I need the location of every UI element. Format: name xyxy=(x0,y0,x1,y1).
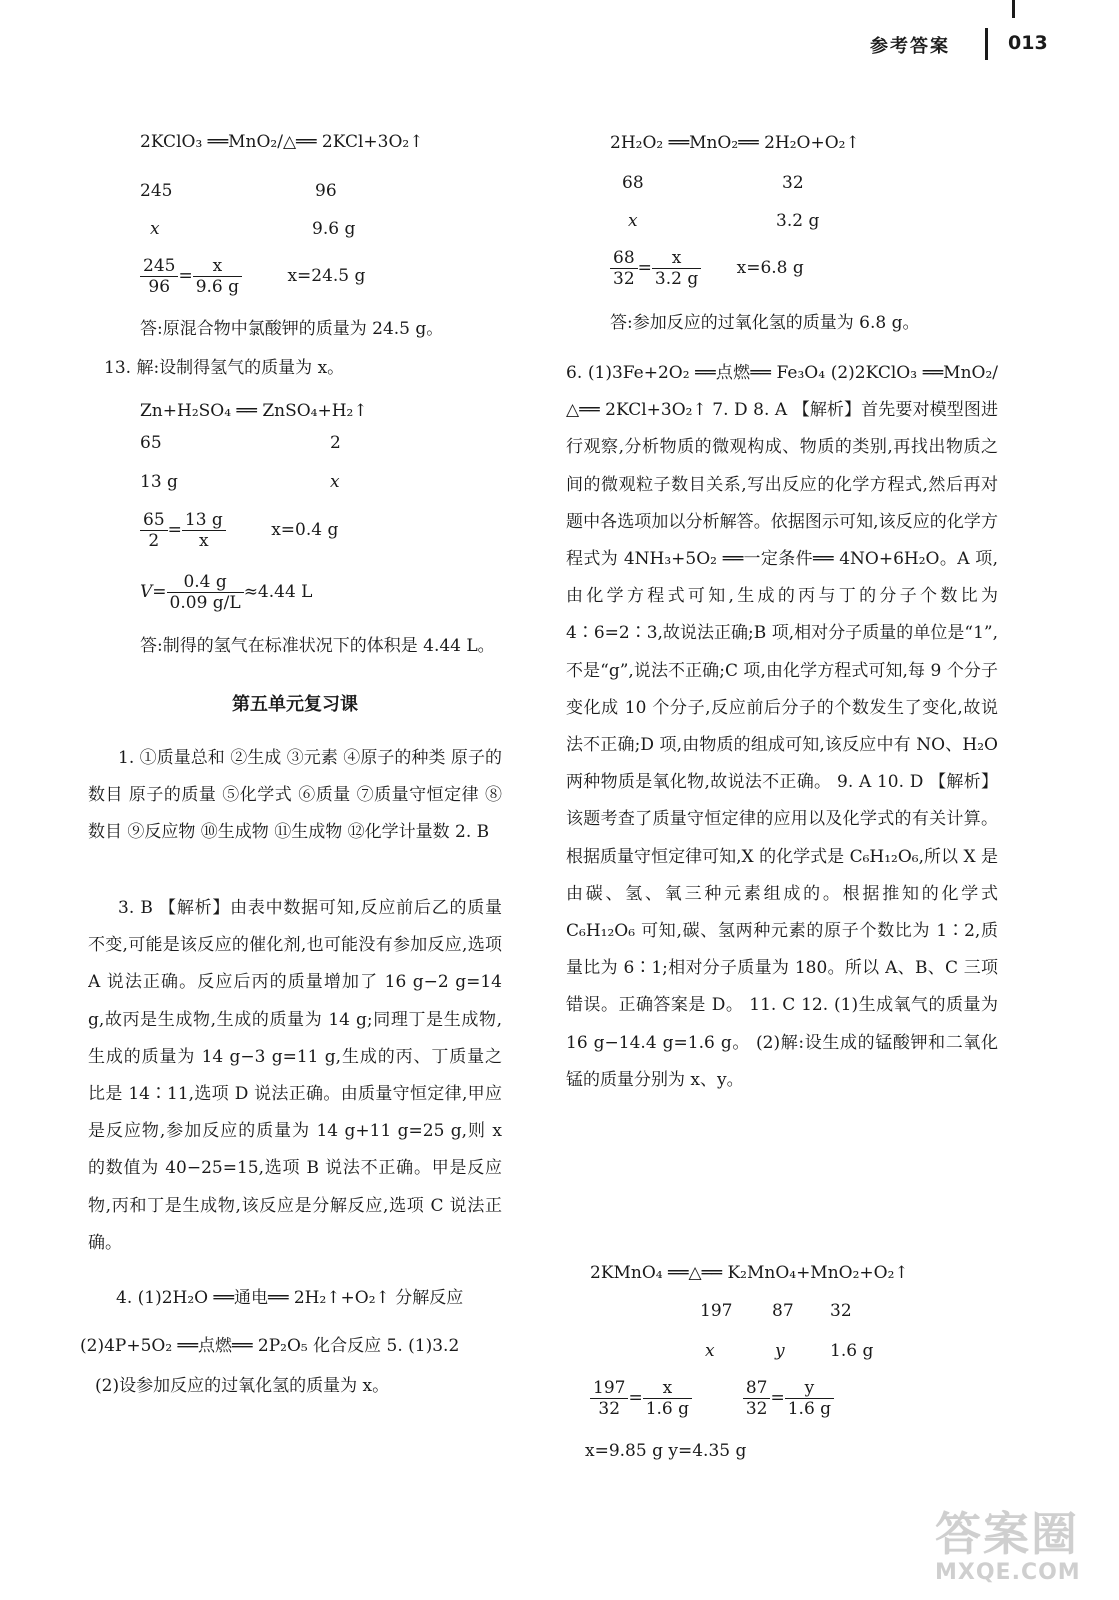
eq3-unknown-row: x 3.2 g xyxy=(628,211,820,231)
eq4-result: x=9.85 g y=4.35 g xyxy=(585,1441,747,1461)
eq4-unknown-row: x y 1.6 g xyxy=(705,1341,874,1361)
equation-kmno4: 2KMnO₄ ══△══ K₂MnO₄+MnO₂+O₂↑ xyxy=(590,1263,909,1283)
eq3-ratio-row: 68 32 xyxy=(622,173,804,193)
eq1-value: 96 xyxy=(315,181,337,201)
answer-q4-2-q5: (2)4P+5O₂ ══点燃══ 2P₂O₅ 化合反应 5. (1)3.2 xyxy=(80,1336,460,1356)
page-number: 013 xyxy=(1008,32,1048,54)
eq2-proportion: $\frac{65}{2}$ = $\frac{13 g}{x}$ x=0.4 g xyxy=(140,510,338,551)
header-divider xyxy=(985,28,988,60)
eq3-proportion: $\frac{68}{32}$ = $\frac{x}{3.2 g}$ x=6.8 g xyxy=(610,248,804,289)
eq2-unknown-row: 13 g x xyxy=(140,472,340,492)
equation-zn: Zn+H₂SO₄ ══ ZnSO₄+H₂↑ xyxy=(140,401,368,421)
eq2-ratio-row: 65 2 xyxy=(140,433,341,453)
question-13: 13. 解:设制得氢气的质量为 x。 xyxy=(104,358,345,378)
watermark-logo: 答案圈 xyxy=(935,1507,1079,1561)
eq1-known: 9.6 g xyxy=(312,219,356,239)
eq1-proportion: $\frac{245}{96}$ = $\frac{x}{9.6 g}$ x=24.5 g xyxy=(140,256,365,297)
eq1-value: 245 xyxy=(140,181,173,201)
answer-2: 答:制得的氢气在标准状况下的体积是 4.44 L。 xyxy=(140,636,495,656)
eq4-proportion: $\frac{197}{32}$ = $\frac{x}{1.6 g}$ $\frac{87}{32}$ = $\frac{y}{1.6 g}$ xyxy=(590,1378,834,1419)
header-title: 参考答案 xyxy=(870,36,950,57)
paragraph-q1-q2: 1. ①质量总和 ②生成 ③元素 ④原子的种类 原子的数目 原子的质量 ⑤化学式 ⑥质量 ⑦质量守恒定律 ⑧数目 ⑨反应物 ⑩生成物 ⑪生成物 ⑫化学计量数 2. B xyxy=(88,748,502,843)
eq1-unknown-row xyxy=(150,218,356,240)
header-tick xyxy=(1012,0,1015,18)
eq1-ratio-row xyxy=(140,180,337,202)
paragraph-q3: 3. B 【解析】由表中数据可知,反应前后乙的质量不变,可能是该反应的催化剂,也可能没有参加反应,选项 A 说法正确。反应后丙的质量增加了 16 g−2 g=14 g,故丙是生成物,生成的质量为 14 g;同理丁是生成物,生成的质量为 14 g−3 g=11 g,生成的丙、丁质量之比是 14∶11,选项 D 说法正确。由质量守恒定律,甲应是反应物,参加反应的质量为 14 g+11 g=25 g,则 x 的数值为 40−25=15,选项 B 说法不正确。甲是反应物,丙和丁是生成物,该反应是分解反应,选项 C 说法正确。 xyxy=(88,898,502,1253)
answer-q4-1: 4. (1)2H₂O ══通电══ 2H₂↑+O₂↑ 分解反应 xyxy=(116,1288,464,1308)
equation-kclo3: 2KClO₃ ══MnO₂/△══ 2KCl+3O₂↑ xyxy=(140,132,424,152)
eq4-ratio-row: 197 87 32 xyxy=(700,1301,852,1321)
equation-h2o2: 2H₂O₂ ══MnO₂══ 2H₂O+O₂↑ xyxy=(610,133,860,153)
answer-1: 答:原混合物中氯酸钾的质量为 24.5 g。 xyxy=(140,319,444,339)
answer-3: 答:参加反应的过氧化氢的质量为 6.8 g。 xyxy=(610,313,920,333)
volume-calc: V= $\frac{0.4 g}{0.09 g/L}$ ≈4.44 L xyxy=(140,572,313,613)
eq1-unknown: x xyxy=(150,219,160,239)
paragraph-q6-q12: 6. (1)3Fe+2O₂ ══点燃══ Fe₃O₄ (2)2KClO₃ ══MnO₂/△══ 2KCl+3O₂↑ 7. D 8. A 【解析】首先要对模型图进行观察,分析物质的微观构成、物质的类别,再找出物质之间的微观粒子数目关系,写出反应的化学方程式,然后再对题中各选项加以分析解答。依据图示可知,该反应的化学方程式为 4NH₃+5O₂ ══一定条件══ 4NO+6H₂O。A 项,由化学方程式可知,生成的丙与丁的分子个数比为 4∶6=2∶3,故说法正确;B 项,相对分子质量的单位是“1”,不是“g”,说法不正确;C 项,由化学方程式可知,每 9 个分子变化成 10 个分子,反应前后分子的个数发生了变化,故说法不正确;D 项,由物质的组成可知,该反应中有 NO、H₂O 两种物质是氧化物,故说法不正确。 9. A 10. D 【解析】该题考查了质量守恒定律的应用以及化学式的有关计算。根据质量守恒定律可知,X 的化学式是 C₆H₁₂O₆,所以 X 是由碳、氢、氧三种元素组成的。根据推知的化学式 C₆H₁₂O₆ 可知,碳、氢两种元素的原子个数比为 1∶2,质量比为 6∶1;相对分子质量为 180。所以 A、B、C 三项错误。正确答案是 D。 11. C 12. (1)生成氧气的质量为 16 g−14.4 g=1.6 g。 (2)解:设生成的锰酸钾和二氧化锰的质量分别为 x、y。 xyxy=(566,363,998,1090)
answer-q5-2: (2)设参加反应的过氧化氢的质量为 x。 xyxy=(95,1376,390,1396)
section-title: 第五单元复习课 xyxy=(232,694,358,715)
watermark-url: MXQE.COM xyxy=(935,1560,1081,1585)
